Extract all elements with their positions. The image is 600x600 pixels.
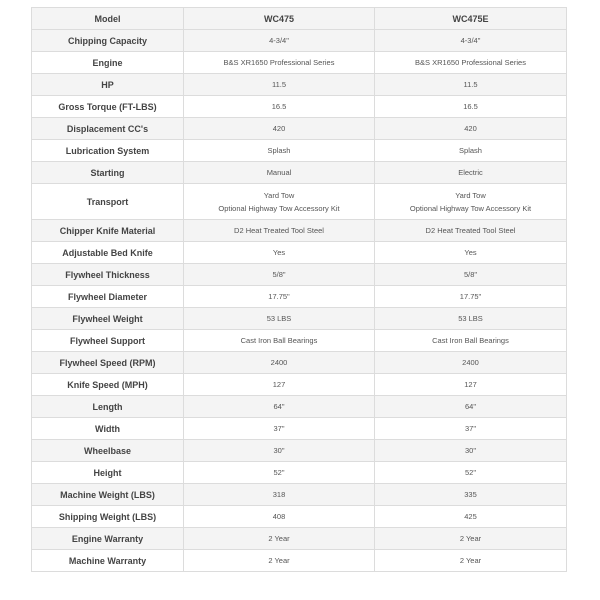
spec-value-wc475e (375, 550, 567, 572)
spec-value-line: 37" (273, 424, 285, 433)
spec-table-container (31, 7, 566, 572)
spec-value-line: 52" (464, 468, 476, 477)
spec-label: Chipping Capacity (32, 30, 184, 52)
spec-value-wc475 (184, 528, 375, 550)
spec-value-line: 2 Year (459, 534, 482, 543)
spec-label: Displacement CC's (32, 118, 184, 140)
spec-value-wc475 (184, 30, 375, 52)
spec-label: Machine Warranty (32, 550, 184, 572)
spec-value-wc475 (184, 286, 375, 308)
spec-value-line: Cast Iron Ball Bearings (432, 336, 509, 345)
spec-value-line: 17.75" (268, 292, 290, 301)
spec-value-wc475 (184, 184, 375, 220)
spec-value-line: Splash (459, 146, 482, 155)
spec-value-line: 4-3/4" (460, 36, 481, 45)
table-row (32, 440, 567, 462)
spec-value-line: 2 Year (268, 556, 290, 565)
spec-value-line: Manual (266, 168, 292, 177)
spec-value-wc475e (375, 74, 567, 96)
spec-value-wc475 (184, 162, 375, 184)
spec-value-line: 2 Year (268, 534, 290, 543)
spec-value-line: 52" (273, 468, 285, 477)
spec-label: Wheelbase (32, 440, 184, 462)
spec-value-line: 64" (464, 402, 476, 411)
table-row (32, 484, 567, 506)
spec-value-line: B&S XR1650 Professional Series (415, 58, 526, 67)
spec-value-wc475 (184, 462, 375, 484)
spec-value-line: 64" (273, 402, 285, 411)
spec-value-wc475 (184, 550, 375, 572)
spec-value-wc475e (375, 308, 567, 330)
table-row (32, 220, 567, 242)
spec-label: Flywheel Speed (RPM) (32, 352, 184, 374)
spec-value-wc475e (375, 242, 567, 264)
header-wc475: WC475 (184, 8, 375, 30)
spec-value-wc475e (375, 162, 567, 184)
spec-value-wc475 (184, 140, 375, 162)
spec-value-wc475 (184, 396, 375, 418)
spec-value-line: 53 LBS (266, 314, 292, 323)
table-row (32, 162, 567, 184)
spec-label: Transport (32, 184, 184, 220)
spec-value-wc475 (184, 96, 375, 118)
spec-value-line: 11.5 (271, 80, 287, 89)
table-row (32, 550, 567, 572)
spec-label: Adjustable Bed Knife (32, 242, 184, 264)
spec-value-line: D2 Heat Treated Tool Steel (425, 226, 516, 235)
spec-value-wc475e (375, 96, 567, 118)
spec-label: Flywheel Thickness (32, 264, 184, 286)
spec-value-wc475e (375, 140, 567, 162)
spec-value-wc475e (375, 184, 567, 220)
table-row (32, 96, 567, 118)
spec-value-wc475e (375, 506, 567, 528)
spec-value-line: 420 (464, 124, 477, 133)
spec-value-line: Optional Highway Tow Accessory Kit (218, 203, 340, 213)
spec-value-wc475 (184, 242, 375, 264)
table-row (32, 462, 567, 484)
table-row (32, 118, 567, 140)
spec-value-line: Electric (458, 168, 483, 177)
spec-value-line: 408 (272, 512, 286, 521)
spec-value-line: 318 (272, 490, 286, 499)
spec-value-line: D2 Heat Treated Tool Steel (234, 226, 324, 235)
spec-value-wc475e (375, 440, 567, 462)
spec-value-line: 4-3/4" (269, 36, 289, 45)
spec-value-line: Optional Highway Tow Accessory Kit (409, 203, 532, 213)
spec-value-line: 30" (273, 446, 285, 455)
spec-label: Flywheel Weight (32, 308, 184, 330)
spec-value-wc475 (184, 440, 375, 462)
spec-value-line: 2 Year (459, 556, 482, 565)
spec-value-line: 425 (464, 512, 477, 521)
spec-value-line: 11.5 (463, 80, 478, 89)
spec-value-wc475e (375, 286, 567, 308)
spec-value-line: 420 (272, 124, 286, 133)
table-row (32, 352, 567, 374)
table-row (32, 528, 567, 550)
spec-value-wc475 (184, 52, 375, 74)
spec-value-line: Yard Tow (263, 190, 295, 200)
spec-table (31, 7, 567, 572)
spec-value-wc475 (184, 418, 375, 440)
spec-label: Width (32, 418, 184, 440)
spec-value-wc475e (375, 330, 567, 352)
spec-value-line: 53 LBS (458, 314, 483, 323)
spec-value-line: 17.75" (459, 292, 482, 301)
spec-value-line: Cast Iron Ball Bearings (240, 336, 318, 345)
spec-value-line: Yes (272, 248, 286, 257)
spec-label: Height (32, 462, 184, 484)
spec-label: Starting (32, 162, 184, 184)
table-row (32, 374, 567, 396)
spec-value-line: Yes (464, 248, 477, 257)
spec-value-wc475e (375, 528, 567, 550)
spec-value-wc475 (184, 352, 375, 374)
spec-value-wc475 (184, 506, 375, 528)
table-row (32, 74, 567, 96)
table-row (32, 396, 567, 418)
table-row (32, 286, 567, 308)
spec-value-wc475e (375, 374, 567, 396)
spec-value-line: Splash (267, 146, 291, 155)
spec-label: HP (32, 74, 184, 96)
spec-label: Gross Torque (FT-LBS) (32, 96, 184, 118)
table-row (32, 30, 567, 52)
spec-value-wc475 (184, 264, 375, 286)
table-row (32, 308, 567, 330)
table-row (32, 506, 567, 528)
spec-value-wc475e (375, 118, 567, 140)
table-body (32, 30, 567, 572)
spec-label: Engine (32, 52, 184, 74)
spec-value-line: 5/8" (272, 270, 286, 279)
spec-value-line: B&S XR1650 Professional Series (223, 58, 335, 67)
spec-label: Knife Speed (MPH) (32, 374, 184, 396)
spec-value-wc475e (375, 484, 567, 506)
spec-label: Chipper Knife Material (32, 220, 184, 242)
spec-label: Flywheel Support (32, 330, 184, 352)
spec-value-wc475 (184, 220, 375, 242)
spec-label: Machine Weight (LBS) (32, 484, 184, 506)
spec-value-line: 127 (464, 380, 477, 389)
spec-value-wc475e (375, 52, 567, 74)
spec-value-line: 2400 (462, 358, 479, 367)
spec-value-line: 2400 (270, 358, 288, 367)
spec-value-wc475e (375, 264, 567, 286)
spec-value-line: 16.5 (271, 102, 287, 111)
spec-value-line: Yard Tow (455, 190, 486, 200)
table-row (32, 242, 567, 264)
table-row (32, 52, 567, 74)
spec-value-line: 37" (464, 424, 476, 433)
spec-value-wc475 (184, 308, 375, 330)
table-row (32, 264, 567, 286)
spec-value-wc475e (375, 352, 567, 374)
spec-value-wc475 (184, 74, 375, 96)
spec-value-wc475 (184, 118, 375, 140)
spec-value-wc475e (375, 220, 567, 242)
spec-label: Engine Warranty (32, 528, 184, 550)
header-model: Model (32, 8, 184, 30)
spec-value-wc475e (375, 418, 567, 440)
spec-value-wc475e (375, 396, 567, 418)
table-row (32, 330, 567, 352)
table-row (32, 184, 567, 220)
spec-label: Length (32, 396, 184, 418)
table-header-row (32, 8, 567, 30)
spec-label: Lubrication System (32, 140, 184, 162)
spec-value-line: 127 (272, 380, 286, 389)
spec-value-wc475 (184, 484, 375, 506)
spec-value-wc475 (184, 374, 375, 396)
spec-value-line: 5/8" (463, 270, 478, 279)
header-wc475e: WC475E (375, 8, 567, 30)
spec-value-line: 30" (464, 446, 476, 455)
spec-value-wc475e (375, 462, 567, 484)
spec-value-line: 335 (464, 490, 477, 499)
table-row (32, 418, 567, 440)
spec-value-wc475 (184, 330, 375, 352)
table-row (32, 140, 567, 162)
spec-label: Flywheel Diameter (32, 286, 184, 308)
spec-value-wc475e (375, 30, 567, 52)
spec-value-line: 16.5 (463, 102, 478, 111)
spec-label: Shipping Weight (LBS) (32, 506, 184, 528)
